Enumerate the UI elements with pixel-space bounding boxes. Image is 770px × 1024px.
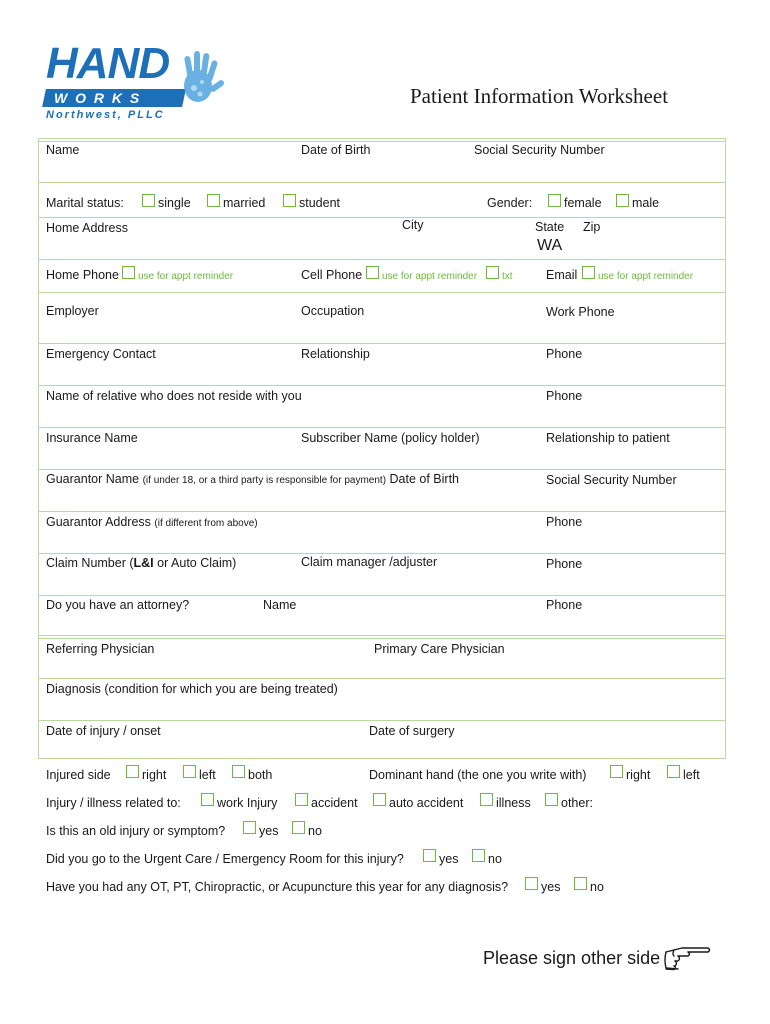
- emergency-phone-label: Phone: [546, 347, 583, 361]
- guarantor-phone-label: Phone: [546, 515, 583, 529]
- injured-side-label: Injured side: [46, 768, 111, 782]
- hand-print-icon: [176, 48, 228, 110]
- accident-label: accident: [311, 796, 358, 810]
- row-divider: [38, 469, 726, 470]
- claim-manager-label: Claim manager /adjuster: [301, 555, 438, 569]
- student-label: student: [299, 196, 341, 210]
- state-value: WA: [537, 237, 563, 254]
- injured-right-checkbox[interactable]: [126, 765, 139, 778]
- form-top-border: [38, 138, 726, 139]
- subscriber-name-label: Subscriber Name (policy holder): [301, 431, 480, 445]
- row-divider: [38, 182, 726, 183]
- diagnosis-label: Diagnosis (condition for which you are being treated): [46, 682, 338, 696]
- row-divider: [38, 427, 726, 428]
- form-right-border: [725, 138, 726, 759]
- txt-checkbox[interactable]: [486, 266, 499, 279]
- row-divider: [38, 259, 726, 260]
- ssn-label: Social Security Number: [474, 143, 605, 157]
- referring-physician-label: Referring Physician: [46, 642, 155, 656]
- dominant-right-label: right: [626, 768, 651, 782]
- injured-both-checkbox[interactable]: [232, 765, 245, 778]
- primary-care-physician-label: Primary Care Physician: [374, 642, 505, 656]
- claim-phone-label: Phone: [546, 557, 583, 571]
- row-divider: [38, 678, 726, 679]
- illness-checkbox[interactable]: [480, 793, 493, 806]
- logo: [44, 39, 234, 126]
- married-checkbox[interactable]: [207, 194, 220, 207]
- date-of-injury-label: Date of injury / onset: [46, 724, 161, 738]
- guarantor-name-text: Guarantor Name: [46, 472, 140, 486]
- er-yes-label: yes: [439, 852, 459, 866]
- therapy-no-checkbox[interactable]: [574, 877, 587, 890]
- dominant-right-checkbox[interactable]: [610, 765, 623, 778]
- female-label: female: [564, 196, 602, 210]
- guarantor-name-label: [46, 472, 459, 488]
- other-label: other:: [561, 796, 593, 810]
- guarantor-ssn-label: Social Security Number: [546, 473, 677, 487]
- email-label: Email: [546, 268, 578, 282]
- injured-left-label: left: [199, 768, 216, 782]
- row-divider: [38, 553, 726, 554]
- injury-related-label: Injury / illness related to:: [46, 796, 181, 810]
- student-checkbox[interactable]: [283, 194, 296, 207]
- injured-left-checkbox[interactable]: [183, 765, 196, 778]
- therapy-no-label: no: [590, 880, 604, 894]
- er-no-checkbox[interactable]: [472, 849, 485, 862]
- home-address-field[interactable]: [39, 218, 725, 259]
- page-title: Patient Information Worksheet: [410, 84, 669, 108]
- row-divider: [38, 720, 726, 721]
- logo-word-hand: HAND: [46, 39, 170, 88]
- cell-phone-label: Cell Phone: [301, 268, 363, 282]
- row-divider: [38, 292, 726, 293]
- guarantor-dob-text: Date of Birth: [389, 472, 460, 486]
- date-of-surgery-label: Date of surgery: [369, 724, 455, 738]
- logo-northwest: Northwest, PLLC: [46, 109, 165, 121]
- row-divider: [38, 595, 726, 596]
- auto-accident-label: auto accident: [389, 796, 464, 810]
- attorney-phone-label: Phone: [546, 598, 583, 612]
- er-visit-label: Did you go to the Urgent Care / Emergency Room for this injury?: [46, 852, 404, 866]
- old-injury-yes-checkbox[interactable]: [243, 821, 256, 834]
- name-field[interactable]: [39, 142, 725, 182]
- guarantor-address-text: Guarantor Address: [46, 515, 151, 529]
- home-phone-reminder-checkbox[interactable]: [122, 266, 135, 279]
- zip-label: Zip: [583, 220, 601, 234]
- injured-both-label: both: [248, 768, 273, 782]
- relationship-to-patient-label: Relationship to patient: [546, 431, 670, 445]
- employer-label: Employer: [46, 304, 99, 318]
- insurance-name-label: Insurance Name: [46, 431, 138, 445]
- work-phone-label: Work Phone: [546, 305, 615, 319]
- cell-phone-reminder-label: use for appt reminder: [382, 271, 478, 282]
- er-no-label: no: [488, 852, 502, 866]
- row-divider: [38, 511, 726, 512]
- relative-label: Name of relative who does not reside with you: [46, 389, 302, 403]
- old-injury-no-checkbox[interactable]: [292, 821, 305, 834]
- old-injury-label: Is this an old injury or symptom?: [46, 824, 226, 838]
- dob-label: Date of Birth: [301, 143, 371, 157]
- logo-word-works: W O R K S: [54, 90, 142, 106]
- male-checkbox[interactable]: [616, 194, 629, 207]
- email-reminder-checkbox[interactable]: [582, 266, 595, 279]
- dominant-hand-label: Dominant hand (the one you write with): [369, 768, 587, 782]
- work-injury-checkbox[interactable]: [201, 793, 214, 806]
- relative-phone-label: Phone: [546, 389, 583, 403]
- claim-number-text: Claim Number (: [46, 556, 134, 570]
- other-checkbox[interactable]: [545, 793, 558, 806]
- old-injury-no-label: no: [308, 824, 322, 838]
- claim-number-label: [46, 556, 236, 571]
- therapy-yes-checkbox[interactable]: [525, 877, 538, 890]
- city-label: City: [402, 218, 424, 232]
- guarantor-address-label: [46, 515, 258, 531]
- old-injury-yes-label: yes: [259, 824, 279, 838]
- illness-label: illness: [496, 796, 531, 810]
- home-phone-reminder-label: use for appt reminder: [138, 271, 234, 282]
- attorney-label: Do you have an attorney?: [46, 598, 190, 612]
- state-label: State: [535, 220, 565, 234]
- gender-label: Gender:: [487, 196, 533, 210]
- guarantor-address-note: (if different from above): [154, 518, 258, 529]
- male-label: male: [632, 196, 660, 210]
- claim-number-li: L&I: [133, 556, 154, 570]
- name-label: Name: [46, 143, 80, 157]
- accident-checkbox[interactable]: [295, 793, 308, 806]
- married-label: married: [223, 196, 266, 210]
- sign-other-side-text: Please sign other side: [483, 948, 661, 968]
- row-divider: [38, 343, 726, 344]
- row-divider: [38, 385, 726, 386]
- dominant-left-checkbox[interactable]: [667, 765, 680, 778]
- email-reminder-label: use for appt reminder: [598, 271, 694, 282]
- emergency-contact-label: Emergency Contact: [46, 347, 156, 361]
- relationship-label: Relationship: [301, 347, 370, 361]
- work-injury-label: work Injury: [217, 796, 278, 810]
- female-checkbox[interactable]: [548, 194, 561, 207]
- home-address-label: Home Address: [46, 221, 128, 235]
- row-divider: [38, 638, 726, 639]
- form-bottom-border: [38, 758, 726, 759]
- occupation-label: Occupation: [301, 304, 365, 318]
- claim-number-text-end: or Auto Claim): [153, 556, 237, 570]
- marital-status-label: Marital status:: [46, 196, 124, 210]
- txt-label: txt: [502, 271, 513, 282]
- therapy-yes-label: yes: [541, 880, 561, 894]
- auto-accident-checkbox[interactable]: [373, 793, 386, 806]
- therapy-label: Have you had any OT, PT, Chiropractic, or Acupuncture this year for any diagnosis?: [46, 880, 509, 894]
- home-phone-label: Home Phone: [46, 268, 119, 282]
- cell-phone-reminder-checkbox[interactable]: [366, 266, 379, 279]
- row-divider: [38, 635, 726, 636]
- pointing-hand-icon: [662, 944, 712, 972]
- injured-right-label: right: [142, 768, 167, 782]
- single-checkbox[interactable]: [142, 194, 155, 207]
- dominant-left-label: left: [683, 768, 700, 782]
- attorney-name-label: Name: [263, 598, 297, 612]
- guarantor-name-note: (if under 18, or a third party is responsible for payment): [142, 475, 387, 486]
- er-yes-checkbox[interactable]: [423, 849, 436, 862]
- single-label: single: [158, 196, 191, 210]
